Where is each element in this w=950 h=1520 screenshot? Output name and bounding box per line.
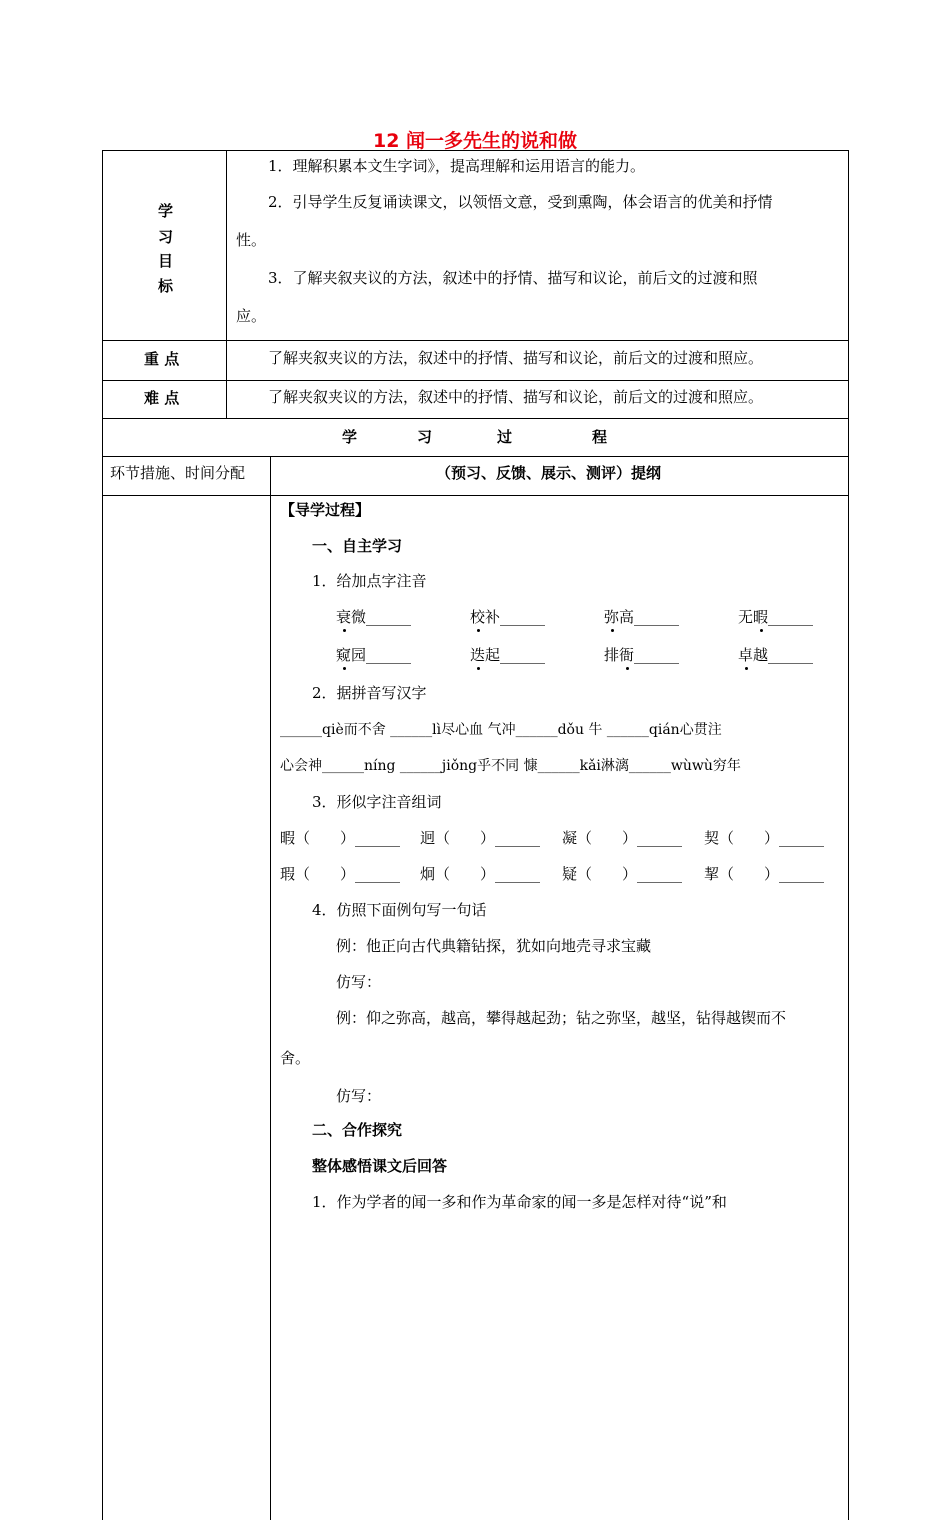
goals-label-4: 标 [158, 277, 174, 295]
question-1: 1．给加点字注音 [312, 572, 427, 590]
goal-2: 2．引导学生反复诵读课文，以领悟文意，受到熏陶，体会语言的优美和抒情 [268, 193, 773, 211]
table-border-left [102, 150, 103, 1520]
table-border-right [848, 150, 849, 1520]
similar-char: 迥（ ）______ [420, 829, 541, 847]
row-divider [102, 418, 848, 419]
pinyin-item: 无暇______ [738, 608, 814, 626]
goal-3-cont: 应。 [236, 307, 267, 325]
pinyin-item: 卓越______ [738, 646, 814, 664]
similar-char: 凝（ ）______ [562, 829, 683, 847]
similar-char: 暇（ ）______ [280, 829, 401, 847]
col2-header: （预习、反馈、展示、测评）提纲 [436, 464, 662, 482]
difficulty-label: 难 点 [144, 389, 180, 407]
question-4: 4．仿照下面例句写一句话 [312, 901, 487, 919]
key-point-text: 了解夹叙夹议的方法，叙述中的抒情、描写和议论，前后文的过渡和照应。 [268, 349, 764, 367]
pinyin-item: 迭起______ [470, 646, 546, 664]
example-1: 例：他正向古代典籍钻探，犹如向地壳寻求宝藏 [336, 937, 652, 955]
key-point-label: 重 点 [144, 350, 180, 368]
page-title: 12 闻一多先生的说和做 [372, 130, 578, 152]
imitate-1: 仿写： [336, 973, 382, 991]
goal-3: 3．了解夹叙夹议的方法，叙述中的抒情、描写和议论，前后文的过渡和照 [268, 269, 758, 287]
similar-char: 疑（ ）______ [562, 865, 683, 883]
similar-char: 炯（ ）______ [420, 865, 541, 883]
goals-label-2: 习 [158, 228, 174, 246]
question-2: 2．据拼音写汉字 [312, 684, 427, 702]
goals-label-3: 目 [158, 252, 174, 270]
process-title-3: 过 [497, 428, 513, 446]
pinyin-item: 校补______ [470, 608, 546, 626]
pinyin-item: 弥高______ [604, 608, 680, 626]
goals-label-1: 学 [158, 202, 174, 220]
difficulty-text: 了解夹叙夹议的方法，叙述中的抒情、描写和议论，前后文的过渡和照应。 [268, 388, 764, 406]
imitate-2: 仿写： [336, 1087, 382, 1105]
row-divider [102, 380, 848, 381]
section-cooperation: 二、合作探究 [312, 1121, 403, 1139]
process-title-1: 学 [342, 428, 358, 446]
example-2: 例：仰之弥高，越高，攀得越起劲；钻之弥坚，越坚，钻得越锲而不 [336, 1009, 787, 1027]
goal-2-cont: 性。 [236, 231, 267, 249]
pinyin-line-2: 心会神______níng ______jiǒng乎不同 慷______kǎi淋漓______wùwù穷年 [280, 758, 741, 774]
process-title-4: 程 [592, 428, 608, 446]
similar-char: 挈（ ）______ [704, 865, 825, 883]
pinyin-item: 窥园______ [336, 646, 412, 664]
col-divider-main [270, 456, 271, 1520]
pinyin-item: 排衙______ [604, 646, 680, 664]
example-2-cont: 舍。 [280, 1049, 311, 1067]
pinyin-line-1: ______qiè而不舍 ______lì尽心血 气冲______dǒu 牛 ______qián心贯注 [280, 722, 722, 738]
row-divider [102, 340, 848, 341]
goal-1: 1．理解积累本文生字词》，提高理解和运用语言的能力。 [268, 157, 646, 175]
table-border-top [102, 150, 848, 151]
lesson-table [102, 150, 848, 1520]
similar-char: 瑕（ ）______ [280, 865, 401, 883]
question-3: 3．形似字注音组词 [312, 793, 442, 811]
section-self-study: 一、自主学习 [312, 537, 403, 555]
col1-header: 环节措施、时间分配 [110, 464, 246, 482]
row-divider [102, 495, 848, 496]
process-title-2: 习 [417, 428, 433, 446]
guide-heading: 【导学过程】 [280, 501, 371, 519]
row-divider [102, 456, 848, 457]
pinyin-item: 衰微______ [336, 608, 412, 626]
question-5: 1．作为学者的闻一多和作为革命家的闻一多是怎样对待“说”和 [312, 1193, 727, 1211]
col-divider-top [226, 150, 227, 418]
similar-char: 契（ ）______ [704, 829, 825, 847]
sub-heading: 整体感悟课文后回答 [312, 1157, 448, 1175]
